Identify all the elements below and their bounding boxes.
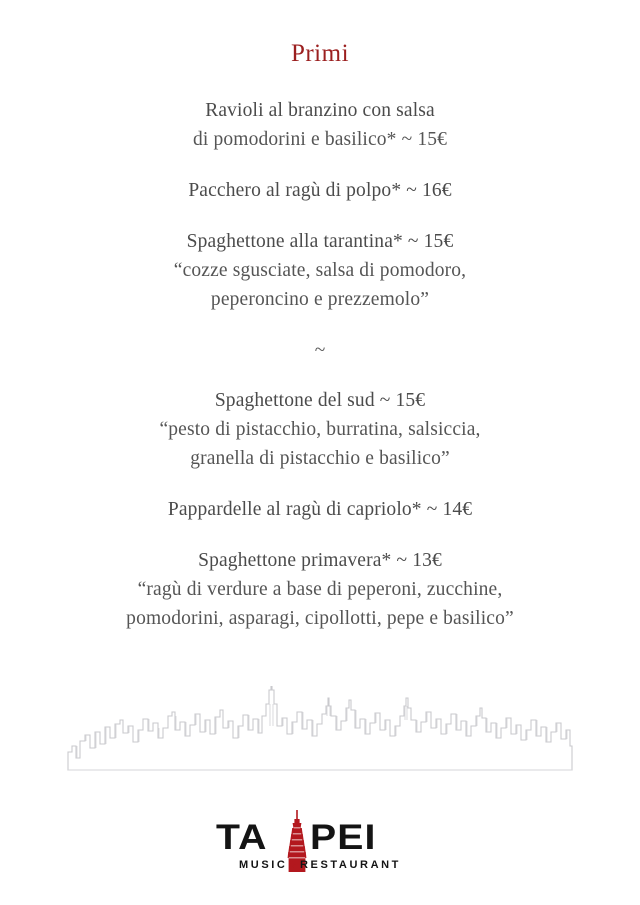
menu-item-name: Spaghettone alla tarantina* ~ 15€ [186,231,454,252]
menu-item-ravioli-al-branzino [0,96,640,154]
menu-item-description: “ragù di verdure a base di peperoni, zucchine, [137,579,503,600]
menu-item-spaghettone-primavera [0,546,640,633]
menu-item-name: Spaghettone primavera* ~ 13€ [198,550,442,571]
menu-item-description: peperoncino e prezzemolo” [210,289,430,310]
page-title: Primi [290,40,350,67]
logo-wordmark [214,818,426,858]
logo-tagline-left: MUSIC [239,859,288,871]
menu-item-name: Pacchero al ragù di polpo* ~ 16€ [188,180,452,201]
menu-item-spaghettone-del-sud [0,386,640,473]
menu-separator [0,336,640,366]
menu-item-name: Pappardelle al ragù di capriolo* ~ 14€ [167,499,473,520]
logo-tagline-right: RESTAURANT [300,859,401,871]
menu-item-name: Ravioli al branzino con salsa [205,100,435,121]
menu-item-pappardelle-al-ragu-di-capriolo [0,495,640,524]
menu-item-spaghettone-alla-tarantina [0,227,640,314]
menu-item-description: granella di pistacchio e basilico” [190,448,450,469]
city-skyline-illustration [66,686,574,772]
menu-item-description: “pesto di pistacchio, burratina, salsiccia, [159,419,481,440]
separator-tilde: ~ [314,340,326,361]
logo-tagline [214,858,426,872]
brand-logo [0,818,640,884]
logo-text-left: TA [216,818,268,857]
menu-item-description: di pomodorini e basilico* ~ 15€ [192,129,448,150]
menu-item-name: Spaghettone del sud ~ 15€ [214,390,426,411]
logo-ampersand: & [288,859,300,871]
menu-item-description: “cozze sgusciate, salsa di pomodoro, [173,260,467,281]
menu-item-description: pomodorini, asparagi, cipollotti, pepe e basilico” [126,608,514,629]
menu-items-container [0,96,640,655]
menu-item-pacchero-al-ragu-di-polpo [0,176,640,205]
logo-text-right: PEI [310,818,377,857]
